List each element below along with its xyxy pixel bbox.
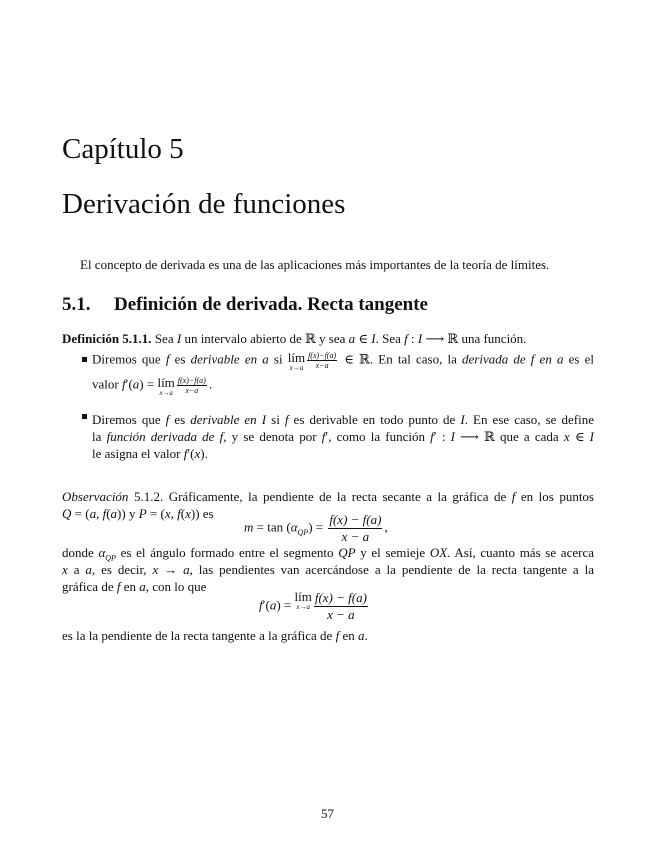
text-fragment: gráfica de — [62, 579, 117, 594]
text-fragment: α — [98, 545, 106, 560]
chapter-title: Derivación de funciones — [62, 188, 346, 220]
numerator: f(x)−f(a) — [308, 351, 337, 360]
text-fragment: a — [67, 562, 86, 577]
bullet-icon — [82, 357, 87, 362]
text-fragment: y el semieje — [355, 545, 430, 560]
text-fragment: a — [132, 376, 140, 392]
text-line — [244, 512, 388, 545]
text-fragment: le asigna el valor — [92, 446, 184, 461]
text-fragment: es la la pendiente de la recta tangente a la gráfica de — [62, 628, 336, 643]
text-fragment: x — [152, 562, 159, 577]
text-fragment: = tan ( — [253, 519, 291, 535]
text-fragment: es el ángulo formado entre el segmento — [115, 545, 339, 560]
text-line — [62, 628, 368, 644]
limit-subscript: x→a — [159, 389, 173, 397]
text-fragment: es — [169, 412, 191, 427]
text-fragment: x — [563, 429, 570, 444]
text-line — [62, 489, 594, 505]
text-fragment: a — [357, 628, 365, 643]
text-fragment: = ( — [71, 506, 90, 521]
text-fragment: donde — [62, 545, 99, 560]
section-title: Definición de derivada. Recta tangente — [114, 294, 428, 315]
text-fragment: función derivada de f — [106, 429, 224, 444]
text-fragment: a — [110, 506, 118, 521]
text-fragment: a — [269, 597, 277, 613]
text-line — [259, 590, 370, 623]
text-fragment: , y se denota por — [223, 429, 322, 444]
text-line — [92, 429, 594, 445]
text-fragment: f — [430, 429, 434, 444]
text-fragment: Diremos que — [92, 351, 166, 367]
text-fragment: la — [92, 429, 107, 444]
text-fragment: f — [321, 429, 326, 444]
text-fragment: valor — [92, 376, 122, 392]
limit-operator: lím — [287, 350, 306, 365]
text-fragment: en — [120, 579, 140, 594]
text-fragment: f — [116, 579, 121, 594]
text-fragment: , — [384, 519, 388, 535]
text-fragment: en los puntos — [515, 489, 594, 504]
limit-subscript: x→a — [289, 364, 304, 372]
text-fragment: f — [165, 412, 170, 427]
text-fragment: a — [89, 506, 97, 521]
text-line — [92, 351, 594, 372]
text-fragment: es el — [563, 351, 594, 367]
limit-operator: lím — [294, 589, 312, 604]
text-fragment: I — [450, 429, 455, 444]
text-fragment: x — [185, 506, 191, 521]
text-fragment: Sea — [151, 331, 177, 346]
text-fragment: ∈ — [569, 429, 590, 444]
text-fragment: ′( — [262, 597, 270, 613]
numerator: f(x) − f(a) — [314, 590, 367, 605]
limit — [157, 376, 174, 397]
text-fragment: , — [170, 506, 178, 521]
text-fragment: ′( — [187, 446, 195, 461]
text-fragment: . — [208, 376, 213, 392]
text-fragment: Diremos que — [92, 412, 166, 427]
text-fragment: Definición 5.1.1. — [62, 331, 152, 346]
limit-subscript: x→a — [296, 603, 310, 611]
text-fragment: 5.1.2. Gráficamente, la pendiente de la recta secante a la gráfica de — [128, 489, 512, 504]
text-line — [62, 562, 594, 578]
text-fragment: derivable en a — [190, 351, 269, 367]
text-fragment: )) es — [190, 506, 214, 521]
text-fragment: f — [511, 489, 516, 504]
limit — [294, 590, 311, 611]
text-fragment: ′( — [125, 376, 133, 392]
text-fragment: α — [290, 519, 298, 535]
text-fragment: I — [417, 331, 423, 346]
text-fragment: derivada de f en a — [462, 351, 564, 367]
text-line — [92, 376, 212, 397]
text-fragment: a — [85, 562, 92, 577]
text-fragment: , es decir, — [91, 562, 153, 577]
text-fragment: ⟶ ℝ una función. — [422, 331, 527, 346]
text-fragment: a — [183, 562, 190, 577]
bullet-icon — [82, 414, 87, 419]
text-fragment: un intervalo abierto de ℝ y sea — [181, 331, 349, 346]
text-fragment: es derivable en todo punto de — [288, 412, 461, 427]
section-heading — [62, 294, 428, 316]
text-line — [62, 579, 206, 595]
fraction — [328, 512, 382, 545]
text-fragment: OX — [429, 545, 448, 560]
text-fragment: derivable en I — [190, 412, 267, 427]
text-fragment: . — [364, 628, 368, 643]
denominator: x−a — [185, 386, 199, 395]
text-fragment: . En ese caso, se define — [464, 412, 594, 427]
denominator: x − a — [341, 529, 370, 544]
text-fragment: f — [404, 331, 408, 346]
text-fragment: en — [339, 628, 358, 643]
text-fragment: ( — [180, 506, 186, 521]
text-fragment: f — [259, 597, 263, 613]
text-fragment: . Sea — [375, 331, 405, 346]
text-fragment: a — [139, 579, 146, 594]
text-fragment: ). — [200, 446, 208, 461]
text-fragment: f — [102, 506, 107, 521]
text-fragment: . Así, cuanto más se acerca — [447, 545, 594, 560]
text-fragment: ) = — [139, 376, 158, 392]
text-fragment: ) = — [308, 519, 327, 535]
text-fragment: ′ : — [433, 429, 451, 444]
text-fragment: , las pendientes van acercándose a la pendiente de la recta tangente a la — [189, 562, 594, 577]
text-line — [62, 331, 594, 347]
text-fragment: ′, como la función — [325, 429, 431, 444]
text-fragment: f — [121, 376, 126, 392]
text-fragment: → — [158, 562, 184, 577]
text-fragment: , con lo que — [145, 579, 207, 594]
text-fragment: si — [266, 412, 285, 427]
fraction — [307, 351, 337, 370]
intro-paragraph: El concepto de derivada es una de las aplicaciones más importantes de la teoría de límites. — [80, 257, 550, 272]
text-fragment: f — [183, 446, 188, 461]
text-line — [62, 506, 214, 522]
text-line — [92, 446, 208, 462]
section-number: 5.1. — [62, 294, 91, 315]
text-fragment: x — [164, 506, 171, 521]
text-fragment: , — [96, 506, 103, 521]
numerator: f(x) − f(a) — [329, 512, 382, 527]
subscript: QP — [297, 528, 309, 538]
text-fragment: x — [62, 562, 68, 577]
subscript: QP — [105, 553, 116, 563]
text-fragment: f — [284, 412, 289, 427]
denominator: x − a — [327, 607, 355, 622]
text-fragment: x — [194, 446, 201, 461]
text-fragment: f — [165, 351, 170, 367]
text-fragment: I — [176, 331, 182, 346]
text-fragment: = ( — [146, 506, 165, 521]
text-fragment: ⟶ ℝ que a cada — [454, 429, 564, 444]
numerator: f(x)−f(a) — [177, 376, 206, 385]
text-fragment: : — [407, 331, 418, 346]
text-fragment: ∈ ℝ. En tal caso, la — [339, 351, 463, 367]
text-fragment: si — [268, 351, 288, 367]
fraction — [177, 376, 207, 395]
text-fragment: a — [348, 331, 356, 346]
text-fragment: ∈ — [355, 331, 372, 346]
text-fragment: P — [138, 506, 147, 521]
text-fragment: ( — [106, 506, 111, 521]
text-fragment: I — [371, 331, 376, 346]
text-fragment: )) y — [117, 506, 139, 521]
text-fragment: es — [169, 351, 191, 367]
text-fragment: I — [589, 429, 594, 444]
text-fragment: f — [335, 628, 340, 643]
text-fragment: m — [244, 519, 254, 535]
text-fragment: f — [177, 506, 181, 521]
denominator: x−a — [315, 361, 329, 370]
text-fragment: ) = — [276, 597, 295, 613]
chapter-heading: Capítulo 5 — [62, 133, 184, 165]
text-fragment: I — [460, 412, 465, 427]
limit-operator: lím — [157, 375, 175, 390]
text-fragment: Q — [62, 506, 72, 521]
limit — [288, 351, 305, 372]
page-number: 57 — [321, 806, 334, 821]
text-fragment: Observación — [62, 489, 129, 504]
fraction — [314, 590, 368, 623]
text-line — [92, 412, 594, 428]
text-fragment: QP — [338, 545, 356, 560]
